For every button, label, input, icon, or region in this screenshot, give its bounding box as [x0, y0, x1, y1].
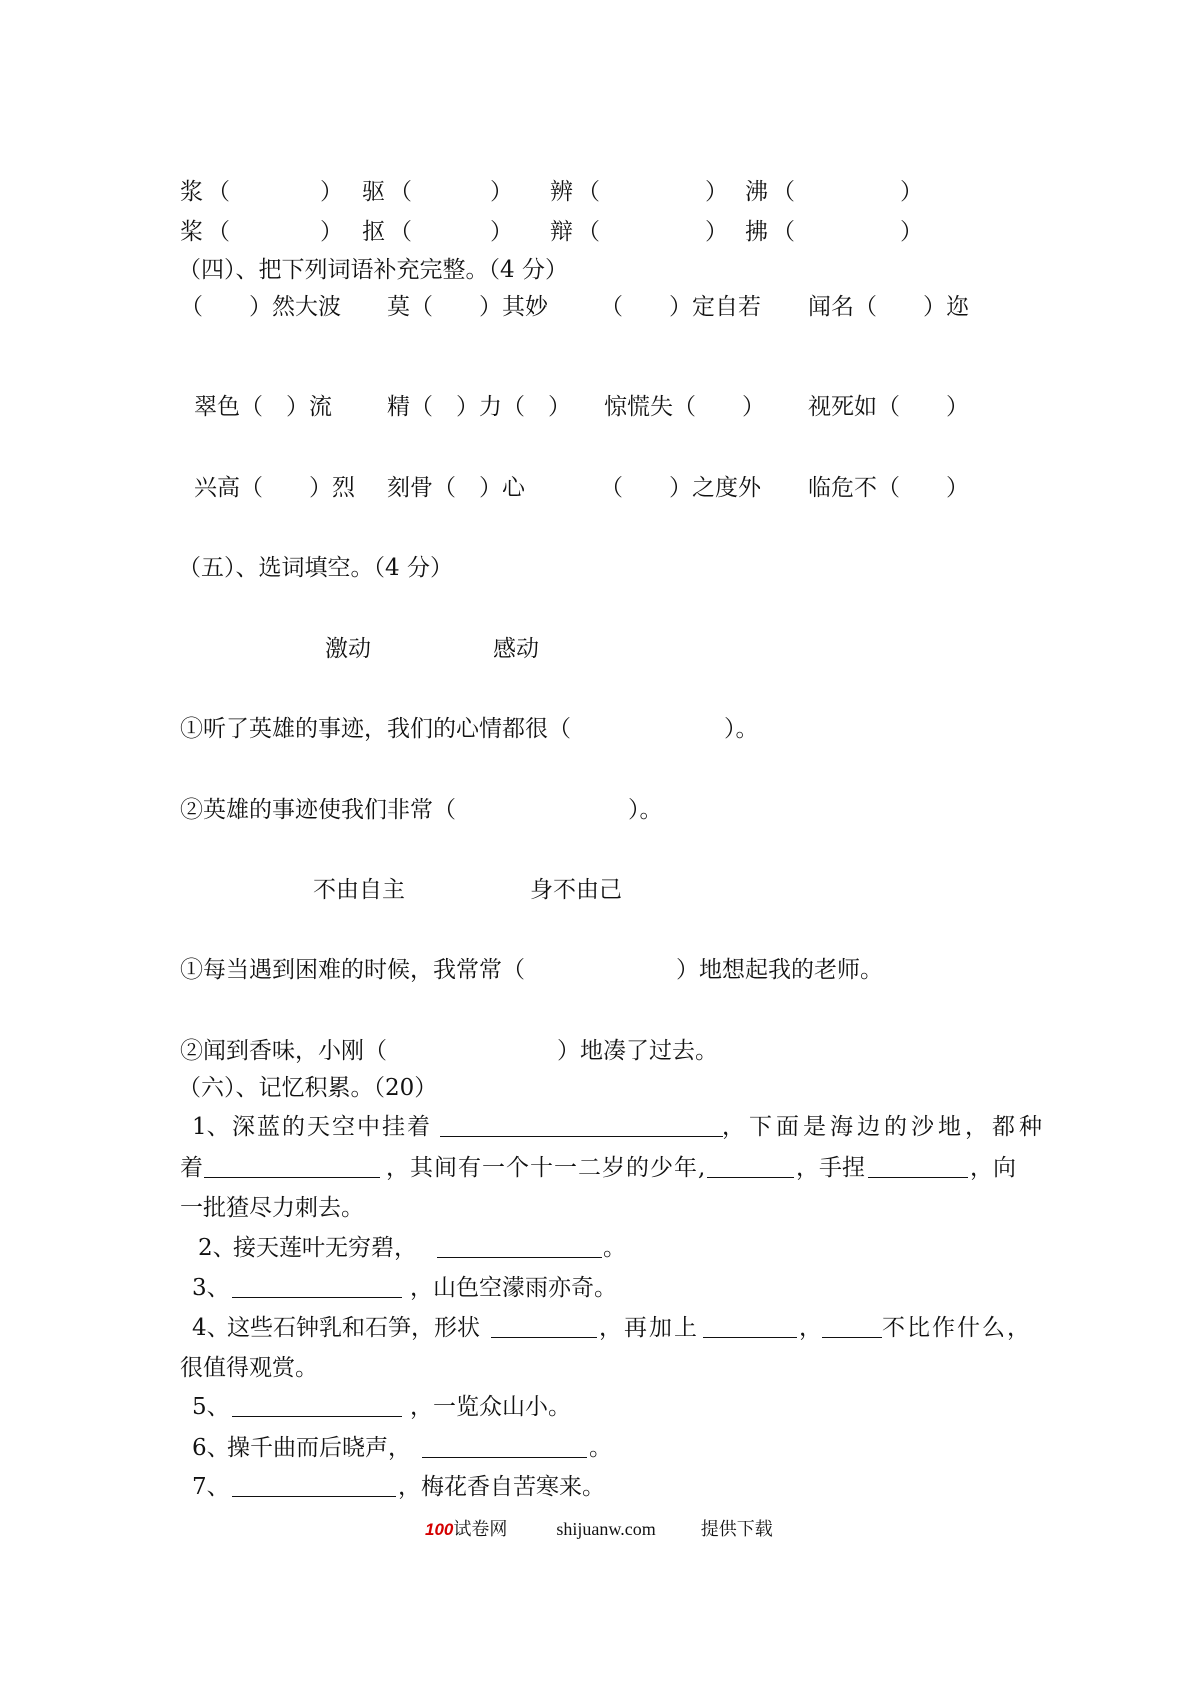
answer-blank[interactable]	[232, 1474, 396, 1497]
question-text: 。	[603, 1235, 626, 1261]
question-text: ，梅花香自苦寒来。	[398, 1474, 605, 1500]
close-paren: ）	[705, 179, 728, 205]
sentence-text: ②英雄的事迹使我们非常（	[180, 797, 456, 823]
idiom-item: 莫（ ）其妙	[387, 294, 548, 320]
char-2: 抠	[362, 219, 385, 245]
answer-blank[interactable]	[440, 1114, 723, 1137]
close-paren: ）	[320, 179, 343, 205]
open-paren: （	[772, 179, 795, 205]
question-text: 很值得观赏。	[180, 1355, 318, 1381]
answer-blank[interactable]	[703, 1315, 797, 1338]
question-text: 一批猹尽力刺去。	[180, 1195, 364, 1221]
idiom-item: 视死如（ ）	[808, 394, 969, 420]
answer-blank[interactable]	[204, 1155, 380, 1178]
idiom-item: 临危不（ ）	[808, 475, 969, 501]
question-text: ，再加上	[599, 1315, 699, 1341]
question-text: 。	[589, 1435, 612, 1461]
word-option: 激动	[325, 636, 371, 662]
sentence-text: ）地凑了过去。	[557, 1038, 718, 1064]
answer-blank[interactable]	[437, 1235, 602, 1258]
sentence-text: ）地想起我的老师。	[676, 957, 883, 983]
section-6-title: （六）、记忆积累。（20）	[178, 1075, 438, 1101]
idiom-item: （ ）然大波	[180, 294, 341, 320]
site-domain[interactable]: shijuanw.com	[556, 1519, 656, 1539]
answer-blank[interactable]	[491, 1315, 597, 1338]
word-option: 感动	[493, 636, 539, 662]
close-paren: ）	[320, 219, 343, 245]
char-2: 驱	[362, 179, 385, 205]
idiom-item: 刻骨（ ）心	[387, 475, 525, 501]
open-paren: （	[207, 219, 230, 245]
idiom-item: 翠色（ ）流	[194, 394, 332, 420]
answer-blank[interactable]	[868, 1155, 968, 1178]
footer	[425, 1520, 773, 1538]
question-text: ，下面是海边的沙地，都种	[722, 1114, 1046, 1140]
answer-blank[interactable]	[707, 1155, 794, 1178]
idiom-item: 精（ ）力（ ）	[387, 394, 571, 420]
open-paren: （	[577, 179, 600, 205]
answer-blank[interactable]	[232, 1394, 402, 1417]
question-text: ，一览众山小。	[410, 1394, 571, 1420]
sentence-text: ①听了英雄的事迹，我们的心情都很（	[180, 716, 571, 742]
close-paren: ）	[490, 219, 513, 245]
question-number: 7、	[192, 1474, 230, 1500]
char-1: 浆	[180, 179, 203, 205]
question-number: 6、	[192, 1435, 230, 1461]
char-4: 沸	[745, 179, 768, 205]
open-paren: （	[772, 219, 795, 245]
answer-blank[interactable]	[422, 1435, 587, 1458]
close-paren: ）	[900, 219, 923, 245]
sentence-text: ）。	[628, 797, 663, 823]
open-paren: （	[577, 219, 600, 245]
question-text: 这些石钟乳和石笋，形状	[227, 1315, 480, 1341]
char-3: 辩	[550, 219, 573, 245]
section-5-title: （五）、选词填空。（4 分）	[178, 555, 453, 581]
question-number: 2、	[198, 1235, 236, 1261]
site-logo: 100	[425, 1520, 454, 1539]
site-name: 试卷网	[453, 1519, 508, 1539]
idiom-item: 兴高（ ）烈	[194, 475, 355, 501]
word-option: 不由自主	[313, 877, 405, 903]
question-number: 1、	[192, 1114, 230, 1140]
open-paren: （	[389, 179, 412, 205]
answer-blank[interactable]	[822, 1315, 882, 1338]
sentence-text: ）。	[724, 716, 759, 742]
open-paren: （	[389, 219, 412, 245]
question-text: ，手捏	[796, 1155, 865, 1181]
char-4: 拂	[745, 219, 768, 245]
question-text: 操千曲而后晓声，	[227, 1435, 411, 1461]
close-paren: ）	[900, 179, 923, 205]
question-text: ，向	[970, 1155, 1016, 1181]
question-number: 3、	[192, 1275, 230, 1301]
open-paren: （	[207, 179, 230, 205]
sentence-text: ①每当遇到困难的时候，我常常（	[180, 957, 525, 983]
char-1: 桨	[180, 219, 203, 245]
word-option: 身不由己	[530, 877, 622, 903]
question-number: 5、	[192, 1394, 230, 1420]
question-text: ，其间有一个十一二岁的少年,	[386, 1155, 707, 1181]
question-text: ，	[799, 1315, 822, 1341]
close-paren: ）	[705, 219, 728, 245]
section-4-title: （四）、把下列词语补充完整。（4 分）	[178, 257, 568, 283]
sentence-text: ②闻到香味，小刚（	[180, 1038, 387, 1064]
question-text: ，山色空濛雨亦奇。	[410, 1275, 617, 1301]
question-number: 4、	[192, 1315, 230, 1341]
answer-blank[interactable]	[232, 1275, 402, 1298]
question-text: 不比作什么，	[882, 1315, 1032, 1341]
idiom-item: 惊慌失（ ）	[604, 394, 765, 420]
idiom-item: （ ）之度外	[600, 475, 761, 501]
close-paren: ）	[490, 179, 513, 205]
question-text: 深蓝的天空中挂着	[232, 1114, 432, 1140]
download-note: 提供下载	[700, 1519, 773, 1539]
question-text: 接天莲叶无穷碧，	[233, 1235, 417, 1261]
char-3: 辨	[550, 179, 573, 205]
question-text: 着	[180, 1155, 203, 1181]
idiom-item: 闻名（ ）迩	[808, 294, 969, 320]
idiom-item: （ ）定自若	[600, 294, 761, 320]
